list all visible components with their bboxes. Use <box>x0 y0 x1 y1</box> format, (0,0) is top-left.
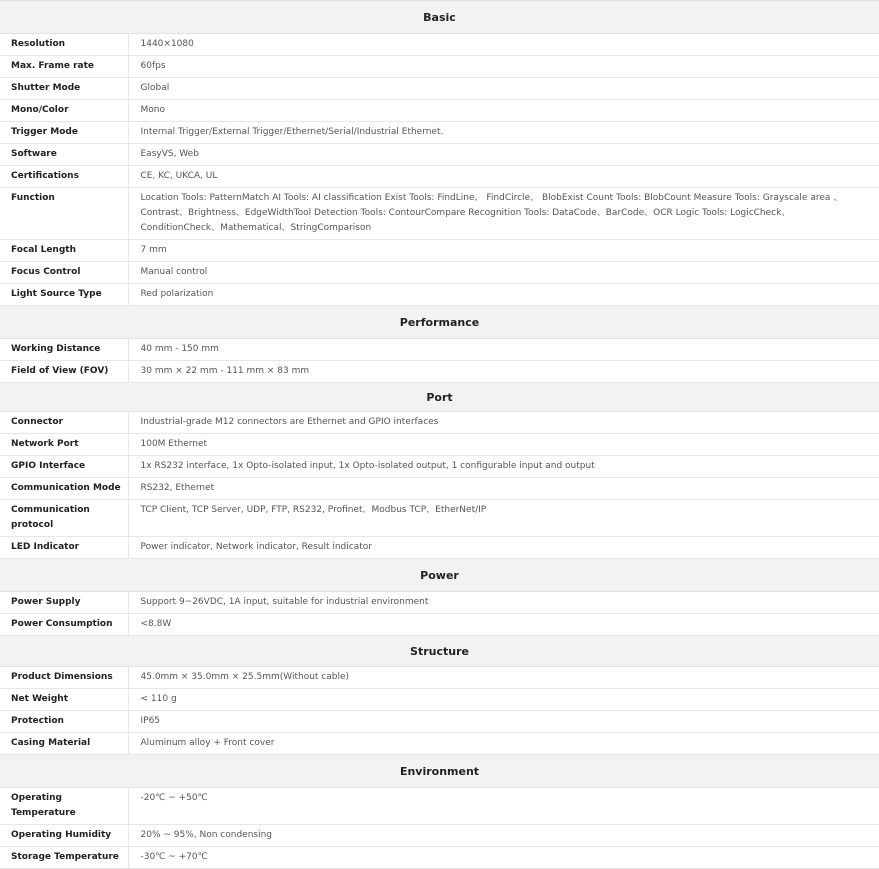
spec-row-field-of-view-fov <box>0 361 879 383</box>
spec-label-text: Net Weight <box>11 694 69 704</box>
spec-label-text: Network Port <box>11 439 79 449</box>
spec-label-text: Light Source Type <box>11 289 102 299</box>
spec-value-text: Industrial-grade M12 connectors are Ethernet and GPIO interfaces <box>140 417 439 427</box>
spec-label <box>0 614 128 636</box>
spec-row-operating-temperature <box>0 788 879 825</box>
spec-label-text: GPIO Interface <box>11 461 86 471</box>
section-title: Performance <box>0 306 879 339</box>
spec-value <box>128 456 879 478</box>
spec-label-text: Mono/Color <box>11 105 69 115</box>
section-header-environment <box>0 755 879 788</box>
spec-value-text: 30 mm × 22 mm - 111 mm × 83 mm <box>140 366 310 376</box>
spec-value <box>128 434 879 456</box>
spec-value-text: -20℃ ~ +50℃ <box>140 793 208 803</box>
spec-value-text: EasyVS, Web <box>140 149 199 159</box>
spec-value <box>128 78 879 100</box>
spec-row-function <box>0 188 879 240</box>
spec-table-body <box>0 1 879 869</box>
spec-label <box>0 122 128 144</box>
spec-value <box>128 100 879 122</box>
spec-value-text: 40 mm - 150 mm <box>140 344 219 354</box>
spec-value-text: Mono <box>140 105 165 115</box>
spec-value-text: 1x RS232 interface, 1x Opto-isolated input, 1x Opto-isolated output, 1 configurable input and output <box>140 461 595 471</box>
spec-label <box>0 478 128 500</box>
spec-label <box>0 711 128 733</box>
spec-value <box>128 788 879 825</box>
spec-value-text: -30℃ ~ +70℃ <box>140 852 208 862</box>
spec-label-text: Storage Temperature <box>11 852 119 862</box>
spec-label-text: Working Distance <box>11 344 101 354</box>
spec-row-certifications <box>0 166 879 188</box>
spec-value-text: 20% ~ 95%, Non condensing <box>140 830 273 840</box>
spec-value <box>128 284 879 306</box>
spec-value-text: RS232, Ethernet <box>140 483 215 493</box>
spec-value-text: Manual control <box>140 267 208 277</box>
spec-label-text: Focal Length <box>11 245 76 255</box>
section-header-performance <box>0 306 879 339</box>
spec-label <box>0 188 128 240</box>
spec-label-text: Casing Material <box>11 738 91 748</box>
spec-label <box>0 689 128 711</box>
spec-value <box>128 733 879 755</box>
spec-label-text: Function <box>11 193 55 203</box>
spec-value <box>128 711 879 733</box>
spec-row-storage-temperature <box>0 847 879 869</box>
spec-label <box>0 592 128 614</box>
section-title: Power <box>0 559 879 592</box>
spec-label <box>0 144 128 166</box>
spec-label <box>0 34 128 56</box>
spec-value-text: 100M Ethernet <box>140 439 208 449</box>
spec-label-text: Trigger Mode <box>11 127 78 137</box>
spec-label <box>0 56 128 78</box>
spec-label-text: Power Supply <box>11 597 81 607</box>
section-header-structure <box>0 636 879 667</box>
spec-label <box>0 456 128 478</box>
spec-value <box>128 614 879 636</box>
spec-value <box>128 592 879 614</box>
spec-label <box>0 166 128 188</box>
spec-label <box>0 412 128 434</box>
spec-value-text: IP65 <box>140 716 161 726</box>
spec-row-focal-length <box>0 240 879 262</box>
spec-label-text: Field of View (FOV) <box>11 366 109 376</box>
spec-row-operating-humidity <box>0 825 879 847</box>
spec-label-text: Operating Temperature <box>11 793 76 818</box>
spec-value-text: TCP Client, TCP Server, UDP, FTP, RS232, Profinet、Modbus TCP、EtherNet/IP <box>140 505 487 515</box>
spec-label <box>0 825 128 847</box>
spec-label <box>0 667 128 689</box>
spec-value-text: Location Tools: PatternMatch AI Tools: AI classification Exist Tools: FindLine、 FindCircle、 BlobExist Count Tools: BlobCount Measure Tools: Grayscale area 、Contrast、Brightness、EdgeWidthTool Detection Tools: ContourCompare Recognition Tools: DataCode、BarCode、OCR Logic Tools: LogicCheck、ConditionCheck、Mathematical、StringComparison <box>140 193 843 233</box>
spec-value-text: 1440×1080 <box>140 39 194 49</box>
spec-label <box>0 339 128 361</box>
spec-label-text: LED Indicator <box>11 542 80 552</box>
spec-value <box>128 361 879 383</box>
spec-value-text: Global <box>140 83 170 93</box>
spec-value <box>128 339 879 361</box>
spec-value-text: Support 9~26VDC, 1A input, suitable for industrial environment <box>140 597 429 607</box>
spec-row-max-frame-rate <box>0 56 879 78</box>
spec-value-text: <8.8W <box>140 619 172 629</box>
spec-row-working-distance <box>0 339 879 361</box>
spec-value <box>128 689 879 711</box>
spec-label-text: Protection <box>11 716 64 726</box>
spec-label <box>0 361 128 383</box>
spec-label-text: Focus Control <box>11 267 81 277</box>
spec-row-protection <box>0 711 879 733</box>
spec-label <box>0 847 128 869</box>
spec-label <box>0 100 128 122</box>
spec-label <box>0 240 128 262</box>
spec-value-text: 45.0mm × 35.0mm × 25.5mm(Without cable) <box>140 672 350 682</box>
spec-label <box>0 78 128 100</box>
spec-label-text: Communication Mode <box>11 483 121 493</box>
spec-value <box>128 847 879 869</box>
section-title: Port <box>0 383 879 412</box>
spec-value <box>128 500 879 537</box>
spec-label-text: Resolution <box>11 39 66 49</box>
spec-label <box>0 500 128 537</box>
spec-value <box>128 56 879 78</box>
spec-value-text: Red polarization <box>140 289 214 299</box>
spec-value <box>128 825 879 847</box>
spec-value-text: 7 mm <box>140 245 167 255</box>
spec-label-text: Max. Frame rate <box>11 61 95 71</box>
section-header-basic <box>0 1 879 34</box>
spec-label-text: Software <box>11 149 57 159</box>
spec-value <box>128 144 879 166</box>
spec-value <box>128 240 879 262</box>
spec-row-shutter-mode <box>0 78 879 100</box>
spec-row-power-consumption <box>0 614 879 636</box>
spec-value <box>128 667 879 689</box>
spec-row-product-dimensions <box>0 667 879 689</box>
spec-label <box>0 537 128 559</box>
spec-value <box>128 122 879 144</box>
spec-value-text: Internal Trigger/External Trigger/Ethernet/Serial/Industrial Ethernet. <box>140 127 444 137</box>
spec-value <box>128 478 879 500</box>
spec-row-power-supply <box>0 592 879 614</box>
spec-row-communication-protocol <box>0 500 879 537</box>
spec-row-connector <box>0 412 879 434</box>
spec-row-network-port <box>0 434 879 456</box>
spec-value <box>128 412 879 434</box>
spec-label-text: Certifications <box>11 171 79 181</box>
spec-label-text: Connector <box>11 417 63 427</box>
spec-value <box>128 262 879 284</box>
spec-row-communication-mode <box>0 478 879 500</box>
section-header-power <box>0 559 879 592</box>
spec-value-text: Power indicator, Network indicator, Result indicator <box>140 542 372 552</box>
spec-label <box>0 262 128 284</box>
spec-label <box>0 788 128 825</box>
section-header-port <box>0 383 879 412</box>
spec-row-led-indicator <box>0 537 879 559</box>
spec-row-casing-material <box>0 733 879 755</box>
spec-row-focus-control <box>0 262 879 284</box>
spec-value-text: CE, KC, UKCA, UL <box>140 171 218 181</box>
section-title: Basic <box>0 1 879 34</box>
spec-row-resolution <box>0 34 879 56</box>
spec-value-text: Aluminum alloy + Front cover <box>140 738 275 748</box>
spec-label-text: Shutter Mode <box>11 83 81 93</box>
spec-row-trigger-mode <box>0 122 879 144</box>
spec-value <box>128 537 879 559</box>
section-title: Structure <box>0 636 879 667</box>
spec-value <box>128 188 879 240</box>
spec-value <box>128 34 879 56</box>
spec-row-gpio-interface <box>0 456 879 478</box>
spec-label-text: Communication protocol <box>11 505 90 530</box>
spec-row-software <box>0 144 879 166</box>
spec-label <box>0 284 128 306</box>
spec-value-text: < 110 g <box>140 694 177 704</box>
spec-label-text: Product Dimensions <box>11 672 113 682</box>
spec-label-text: Power Consumption <box>11 619 113 629</box>
spec-value-text: 60fps <box>140 61 166 71</box>
spec-label <box>0 434 128 456</box>
spec-label <box>0 733 128 755</box>
spec-row-net-weight <box>0 689 879 711</box>
spec-value <box>128 166 879 188</box>
spec-label-text: Operating Humidity <box>11 830 112 840</box>
spec-row-mono-color <box>0 100 879 122</box>
section-title: Environment <box>0 755 879 788</box>
spec-row-light-source-type <box>0 284 879 306</box>
